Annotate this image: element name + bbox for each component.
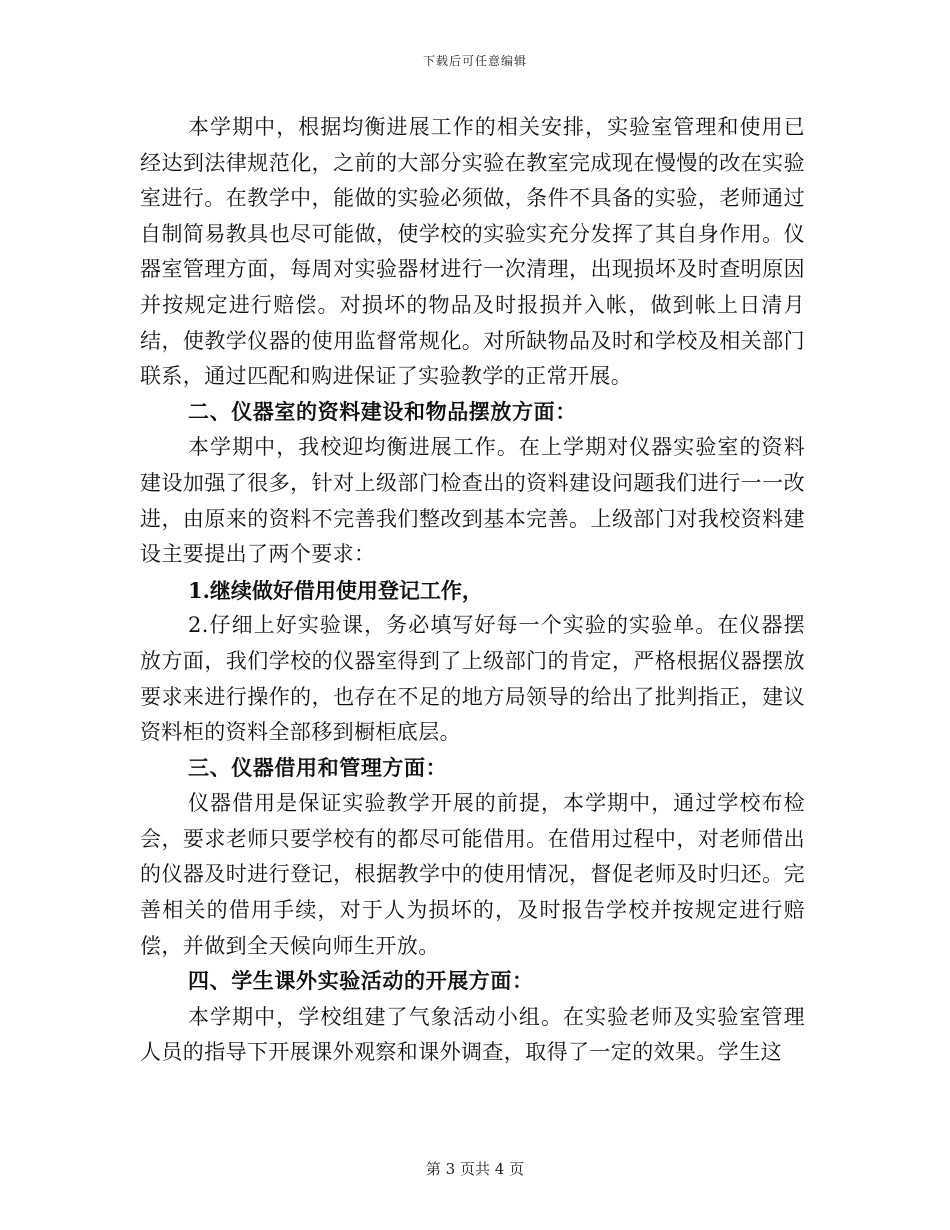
- section-heading-2: 二、仪器室的资料建设和物品摆放方面：: [188, 399, 577, 424]
- paragraph-lab-management: 本学期中，根据均衡进展工作的相关安排，实验室管理和使用已经达到法律规范化，之前的大部分实验在教室完成现在慢慢的改在实验室进行。在教学中，能做的实验必须做，条件不具备的实验，老师通过自制简易教具也尽可能做，使学校的实验实充分发挥了其自身作用。仪器室管理方面，每周对实验器材进行一次清理，出现损坏及时查明原因并按规定进行赔偿。对损坏的物品及时报损并入帐，做到帐上日清月结，使教学仪器的使用监督常规化。对所缺物品及时和学校及相关部门联系，通过匹配和购进保证了实验教学的正常开展。: [140, 115, 805, 389]
- section-heading-4: 四、学生课外实验活动的开展方面：: [188, 969, 534, 994]
- page-footer: 第 3 页共 4 页: [425, 1160, 525, 1178]
- paragraph-extracurricular: 本学期中，学校组建了气象活动小组。在实验老师及实验室管理人员的指导下开展课外观察和课外调查，取得了一定的效果。学生这: [140, 1004, 805, 1065]
- page-header: 下载后可任意编辑: [422, 54, 527, 68]
- section-heading-3: 三、仪器借用和管理方面：: [188, 755, 448, 780]
- list-item-2: 2.仔细上好实验课，务必填写好每一个实验的实验单。在仪器摆放方面，我们学校的仪器室得到了上级部门的肯定，严格根据仪器摆放要求来进行操作的，也存在不足的地方局领导的给出了批判指正，建议资料柜的资料全部移到橱柜底层。: [140, 613, 805, 745]
- paragraph-equipment-lending: 仪器借用是保证实验教学开展的前提，本学期中，通过学校布检会，要求老师只要学校有的都尽可能借用。在借用过程中，对老师借出的仪器及时进行登记，根据教学中的使用情况，督促老师及时归还。完善相关的借用手续，对于人为损坏的，及时报告学校并按规定进行赔偿，并做到全天候向师生开放。: [140, 791, 805, 958]
- paragraph-materials-building: 本学期中，我校迎均衡进展工作。在上学期对仪器实验室的资料建设加强了很多，针对上级部门检查出的资料建设问题我们进行一一改进，由原来的资料不完善我们整改到基本完善。上级部门对我校资料建设主要提出了两个要求：: [140, 435, 805, 567]
- list-item-1: 1.继续做好借用使用登记工作，: [188, 577, 483, 603]
- document-body: [140, 110, 805, 1071]
